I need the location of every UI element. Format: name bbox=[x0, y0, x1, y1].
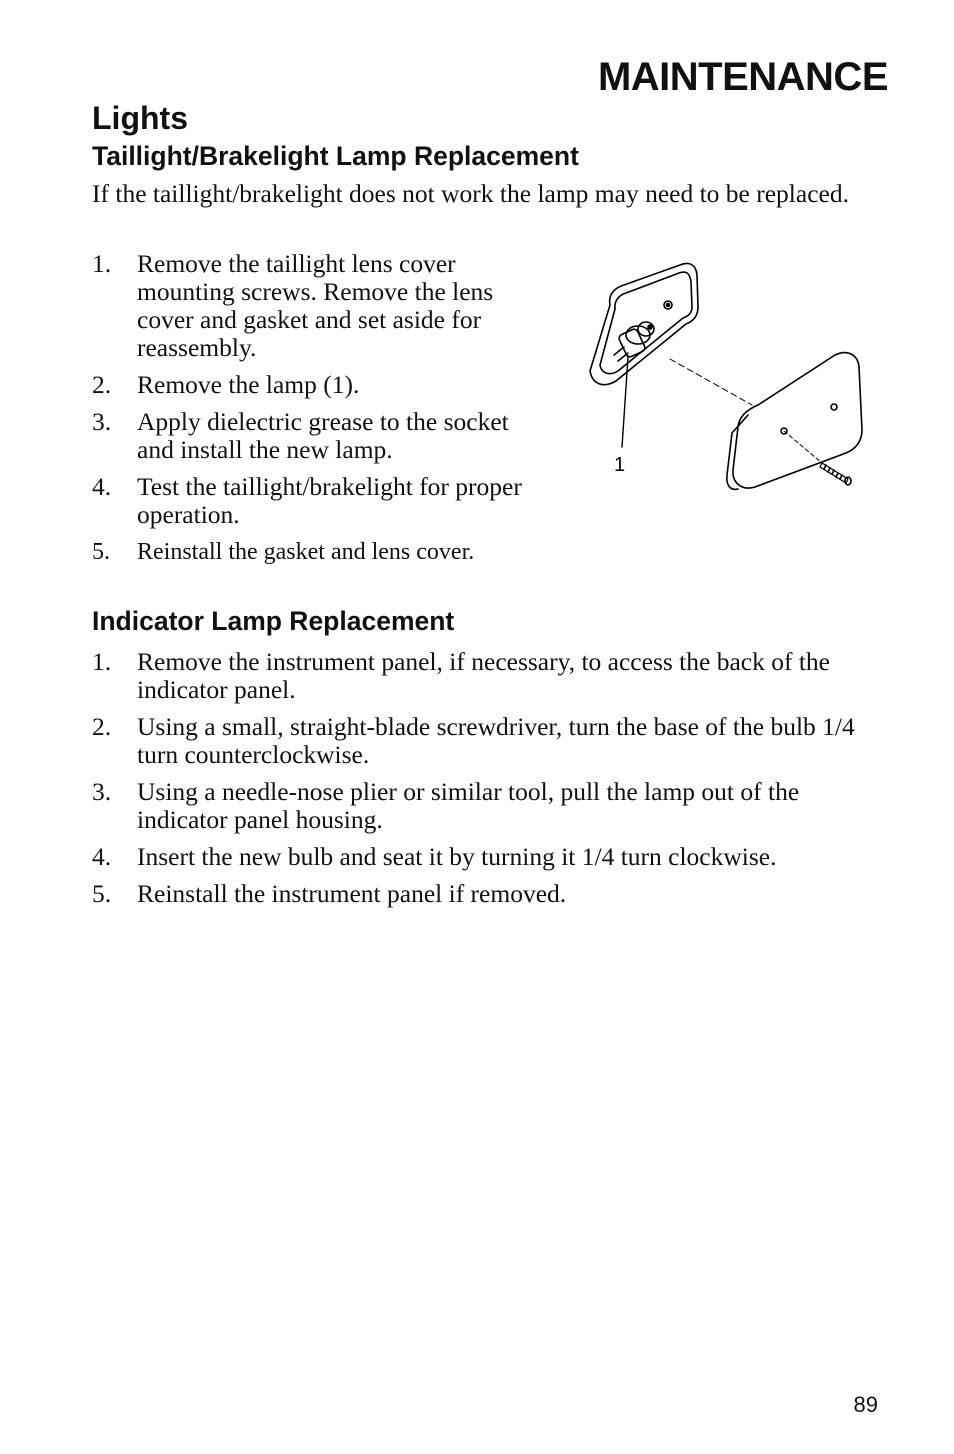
step-number: 3. bbox=[92, 407, 112, 436]
step-number: 5. bbox=[92, 879, 112, 908]
step-text: Remove the instrument panel, if necessary, to access the back of the indicator panel. bbox=[137, 647, 830, 704]
callout-number: 1 bbox=[614, 454, 626, 476]
step-number: 2. bbox=[92, 712, 112, 741]
indicator-step bbox=[92, 880, 892, 908]
step-text: Reinstall the instrument panel if removed. bbox=[137, 879, 567, 908]
step-number: 1. bbox=[92, 647, 112, 676]
step-text: Using a small, straight-blade screwdriver, turn the base of the bulb 1/4 turn counterclockwise. bbox=[137, 712, 855, 769]
lens-cover bbox=[727, 353, 862, 490]
taillight-step bbox=[92, 371, 532, 399]
indicator-step bbox=[92, 778, 892, 834]
taillight-step bbox=[92, 538, 532, 566]
indicator-step bbox=[92, 713, 892, 769]
step-number: 5. bbox=[92, 539, 110, 565]
indicator-heading: Indicator Lamp Replacement bbox=[92, 606, 455, 636]
step-number: 3. bbox=[92, 777, 112, 806]
page-number: 89 bbox=[853, 1392, 878, 1417]
step-text: Apply dielectric grease to the socket and install the new lamp. bbox=[137, 407, 509, 464]
mounting-screw bbox=[820, 463, 851, 485]
step-text: Test the taillight/brakelight for proper operation. bbox=[137, 472, 522, 529]
taillight-diagram bbox=[580, 255, 870, 495]
step-text: Insert the new bulb and seat it by turning it 1/4 turn clockwise. bbox=[137, 842, 777, 871]
callout-leader bbox=[622, 357, 628, 447]
indicator-steps bbox=[92, 648, 892, 917]
step-number: 4. bbox=[92, 842, 112, 871]
taillight-housing bbox=[590, 263, 698, 384]
step-text: Remove the taillight lens cover mounting screws. Remove the lens cover and gasket and set aside for reassembly. bbox=[137, 249, 494, 362]
taillight-steps bbox=[92, 250, 532, 575]
step-number: 1. bbox=[92, 249, 112, 278]
step-number: 2. bbox=[92, 370, 112, 399]
section-header: MAINTENANCE bbox=[597, 55, 888, 99]
indicator-step bbox=[92, 843, 892, 871]
taillight-step bbox=[92, 473, 532, 529]
taillight-intro: If the taillight/brakelight does not work the lamp may need to be replaced. bbox=[92, 179, 849, 208]
indicator-step bbox=[92, 648, 892, 704]
step-number: 4. bbox=[92, 472, 112, 501]
step-text: Remove the lamp (1). bbox=[137, 370, 360, 399]
step-text: Using a needle-nose plier or similar tool, pull the lamp out of the indicator panel housing. bbox=[137, 777, 800, 834]
section-title: Lights bbox=[92, 100, 188, 136]
step-text: Reinstall the gasket and lens cover. bbox=[137, 539, 475, 565]
taillight-step bbox=[92, 250, 532, 362]
taillight-heading: Taillight/Brakelight Lamp Replacement bbox=[92, 141, 579, 171]
taillight-step bbox=[92, 408, 532, 464]
